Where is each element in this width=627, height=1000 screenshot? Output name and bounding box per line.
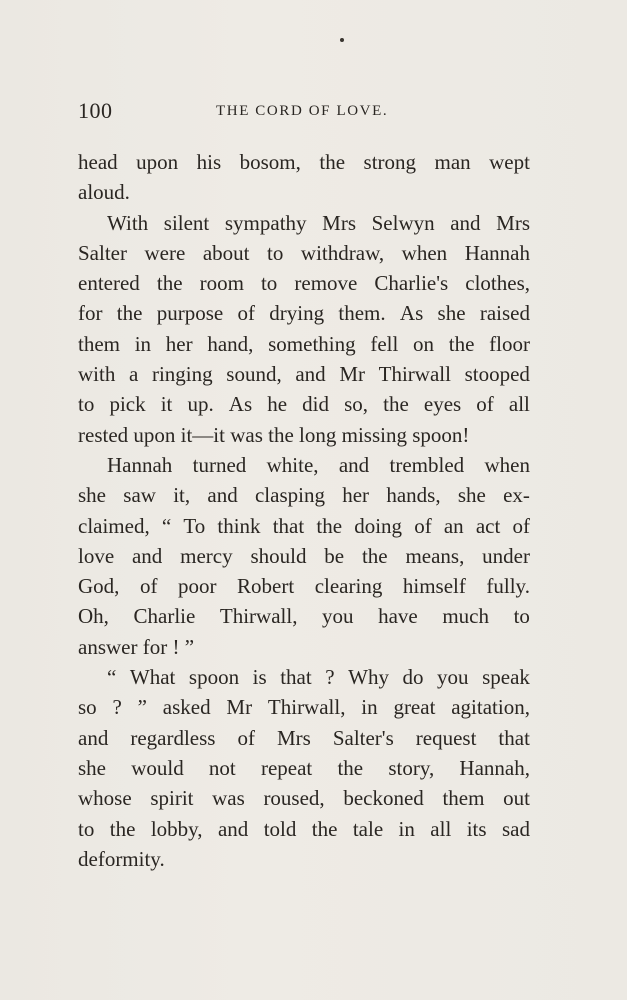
text-line: God, of poor Robert clearing himself fully. [78,574,530,599]
text-line: Oh, Charlie Thirwall, you have much to [78,604,530,629]
text-line: with a ringing sound, and Mr Thirwall stooped [78,362,530,387]
text-line: aloud. [78,180,130,205]
text-line: Hannah turned white, and trembled when [107,452,530,477]
text-line: rested upon it—it was the long missing spoon! [78,422,470,447]
running-title: THE CORD OF LOVE. [216,103,389,119]
text-line: claimed, “ To think that the doing of an act of [78,513,530,538]
text-line: she saw it, and clasping her hands, she ex- [78,483,530,508]
text-line: so ? ” asked Mr Thirwall, in great agitation, [78,695,530,720]
body-text [78,147,530,874]
text-line: love and mercy should be the means, under [78,543,530,568]
ink-speck [340,38,344,42]
text-line: entered the room to remove Charlie's clothes, [78,271,530,296]
text-line: “ What spoon is that ? Why do you speak [107,665,530,690]
text-line: for the purpose of drying them. As she raised [78,301,530,326]
text-line: whose spirit was roused, beckoned them out [78,786,530,811]
page-number: 100 [78,98,113,123]
text-line: she would not repeat the story, Hannah, [78,755,530,780]
text-line: answer for ! ” [78,634,195,659]
text-line: deformity. [78,846,165,871]
text-line: With silent sympathy Mrs Selwyn and Mrs [107,210,530,235]
text-line: to pick it up. As he did so, the eyes of all [78,392,530,417]
text-line: head upon his bosom, the strong man wept [78,150,530,174]
text-line: to the lobby, and told the tale in all its sad [78,816,530,841]
text-line: Salter were about to withdraw, when Hannah [78,240,530,265]
text-line: and regardless of Mrs Salter's request that [78,725,530,750]
text-line: them in her hand, something fell on the floor [78,331,530,356]
page-header [78,98,532,130]
